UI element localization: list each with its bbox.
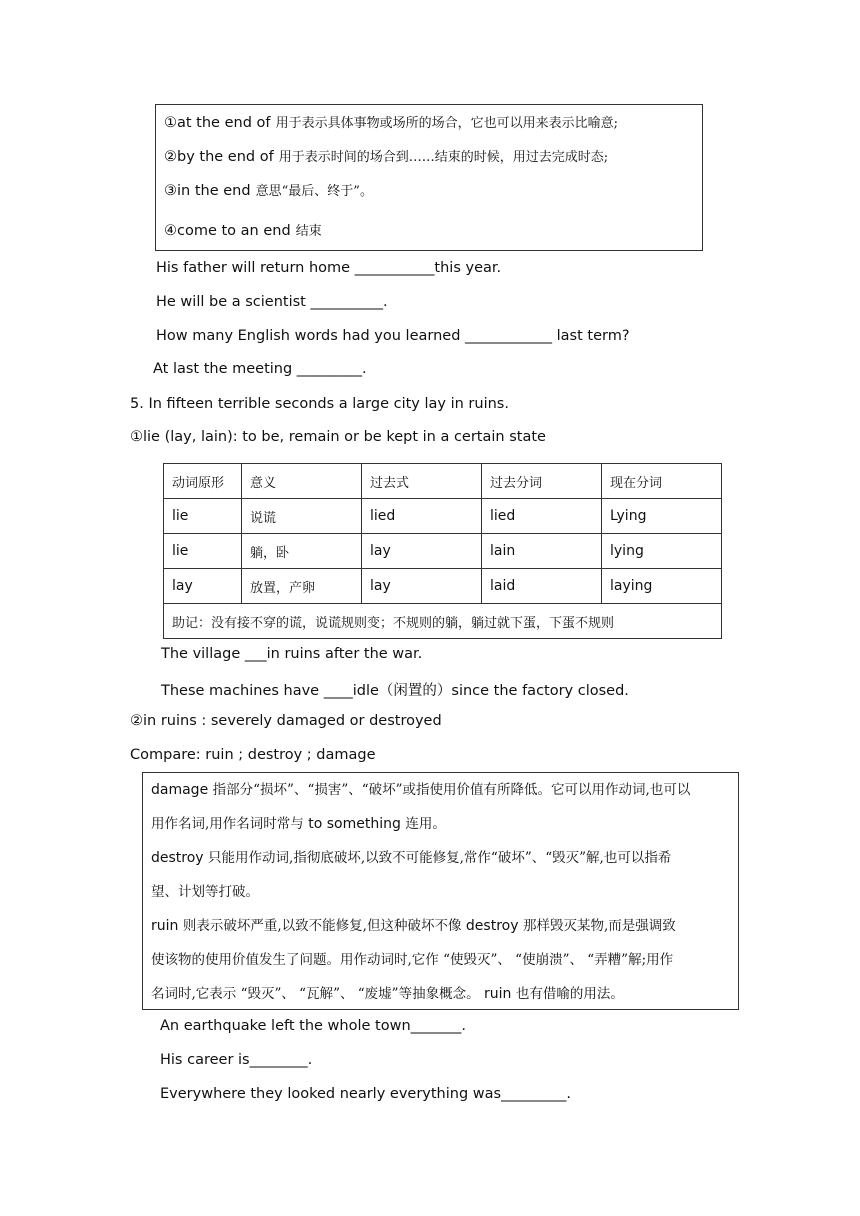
lie-definition: ①lie (lay, lain): to be, remain or be kept in a certain state [130, 429, 546, 445]
table-cell: 说谎 [242, 499, 362, 534]
ruin-term: ruin [151, 918, 179, 934]
phrase-item [164, 180, 373, 199]
phrase-term: by the end of [177, 149, 274, 165]
phrase-marker: ① [164, 115, 177, 131]
phrase-desc: 结束 [295, 224, 322, 239]
table-cell: lying [602, 534, 722, 569]
phrase-desc: 用于表示具体事物或场所的场合，它也可以用来表示比喻意; [275, 116, 618, 131]
table-header: 动词原形 [164, 464, 242, 499]
destroy-line-2: 望、计划等打破。 [151, 884, 259, 900]
phrase-marker: ③ [164, 183, 177, 199]
exercise-sentence: These machines have ____idle（闲置的）since the factory closed. [161, 683, 629, 699]
phrase-item [164, 146, 608, 165]
table-header: 过去分词 [482, 464, 602, 499]
table-header: 过去式 [362, 464, 482, 499]
phrase-item [164, 220, 322, 239]
phrase-desc: 用于表示时间的场合到……结束的时候，用过去完成时态; [278, 150, 609, 165]
table-cell: laid [482, 569, 602, 604]
ruin-line-1: ruin 则表示破坏严重,以致不能修复,但这种破坏不像 destroy 那样毁灭某物,而是强调致 [151, 918, 676, 934]
exercise-sentence: How many English words had you learned ____________ last term? [156, 328, 630, 344]
ruin-line-2: 使该物的使用价值发生了问题。用作动词时,它作 “使毁灭”、 “使崩溃”、 “弄糟”解;用作 [151, 952, 674, 968]
table-cell: Lying [602, 499, 722, 534]
destroy-line-1: destroy 只能用作动词,指彻底破坏,以致不可能修复,常作“破坏”、“毁灭”解,也可以指希 [151, 850, 672, 866]
phrase-desc: 意思“最后、终于”。 [255, 184, 373, 199]
exercise-sentence: He will be a scientist __________. [156, 294, 388, 310]
table-cell: lay [362, 569, 482, 604]
table-cell: lay [164, 569, 242, 604]
table-note-row [164, 604, 722, 639]
exercise-sentence: An earthquake left the whole town_______. [160, 1018, 466, 1034]
phrase-term: come to an end [177, 223, 291, 239]
verb-forms-table [163, 463, 722, 639]
phrase-marker: ② [164, 149, 177, 165]
table-cell: laying [602, 569, 722, 604]
table-cell: lay [362, 534, 482, 569]
damage-term: damage [151, 782, 209, 798]
table-header-row [164, 464, 722, 499]
compare-text [151, 773, 731, 1011]
phrase-item [164, 112, 618, 131]
table-cell: lain [482, 534, 602, 569]
table-cell: 放置，产卵 [242, 569, 362, 604]
table-row [164, 534, 722, 569]
table-cell: lied [482, 499, 602, 534]
table-cell: 躺，卧 [242, 534, 362, 569]
exercise-sentence: Everywhere they looked nearly everything was_________. [160, 1086, 571, 1102]
table-header: 现在分词 [602, 464, 722, 499]
table-row [164, 569, 722, 604]
phrase-marker: ④ [164, 223, 177, 239]
table-note: 助记：没有接不穿的谎，说谎规则变；不规则的躺，躺过就下蛋，下蛋不规则 [164, 604, 722, 639]
ruins-definition: ②in ruins : severely damaged or destroyed [130, 713, 442, 729]
exercise-sentence: The village ___in ruins after the war. [161, 646, 423, 662]
table-header: 意义 [242, 464, 362, 499]
section-sentence: 5. In fifteen terrible seconds a large city lay in ruins. [130, 396, 509, 412]
exercise-sentence: At last the meeting _________. [153, 361, 367, 377]
exercise-sentence: His career is________. [160, 1052, 313, 1068]
table-cell: lie [164, 499, 242, 534]
table-cell: lie [164, 534, 242, 569]
phrase-term: in the end [177, 183, 251, 199]
destroy-term: destroy [151, 850, 204, 866]
table-cell: lied [362, 499, 482, 534]
damage-line-2: 用作名词,用作名词时常与 to something 连用。 [151, 816, 446, 832]
exercise-sentence: His father will return home ___________this year. [156, 260, 502, 276]
ruin-line-3: 名词时,它表示 “毁灭”、 “瓦解”、 “废墟”等抽象概念。 ruin 也有借喻的用法。 [151, 986, 624, 1002]
table-row [164, 499, 722, 534]
damage-line-1: damage 指部分“损坏”、“损害”、“破坏”或指使用价值有所降低。它可以用作动词,也可以 [151, 782, 691, 798]
compare-line: Compare: ruin ; destroy ; damage [130, 747, 376, 763]
phrase-term: at the end of [177, 115, 271, 131]
